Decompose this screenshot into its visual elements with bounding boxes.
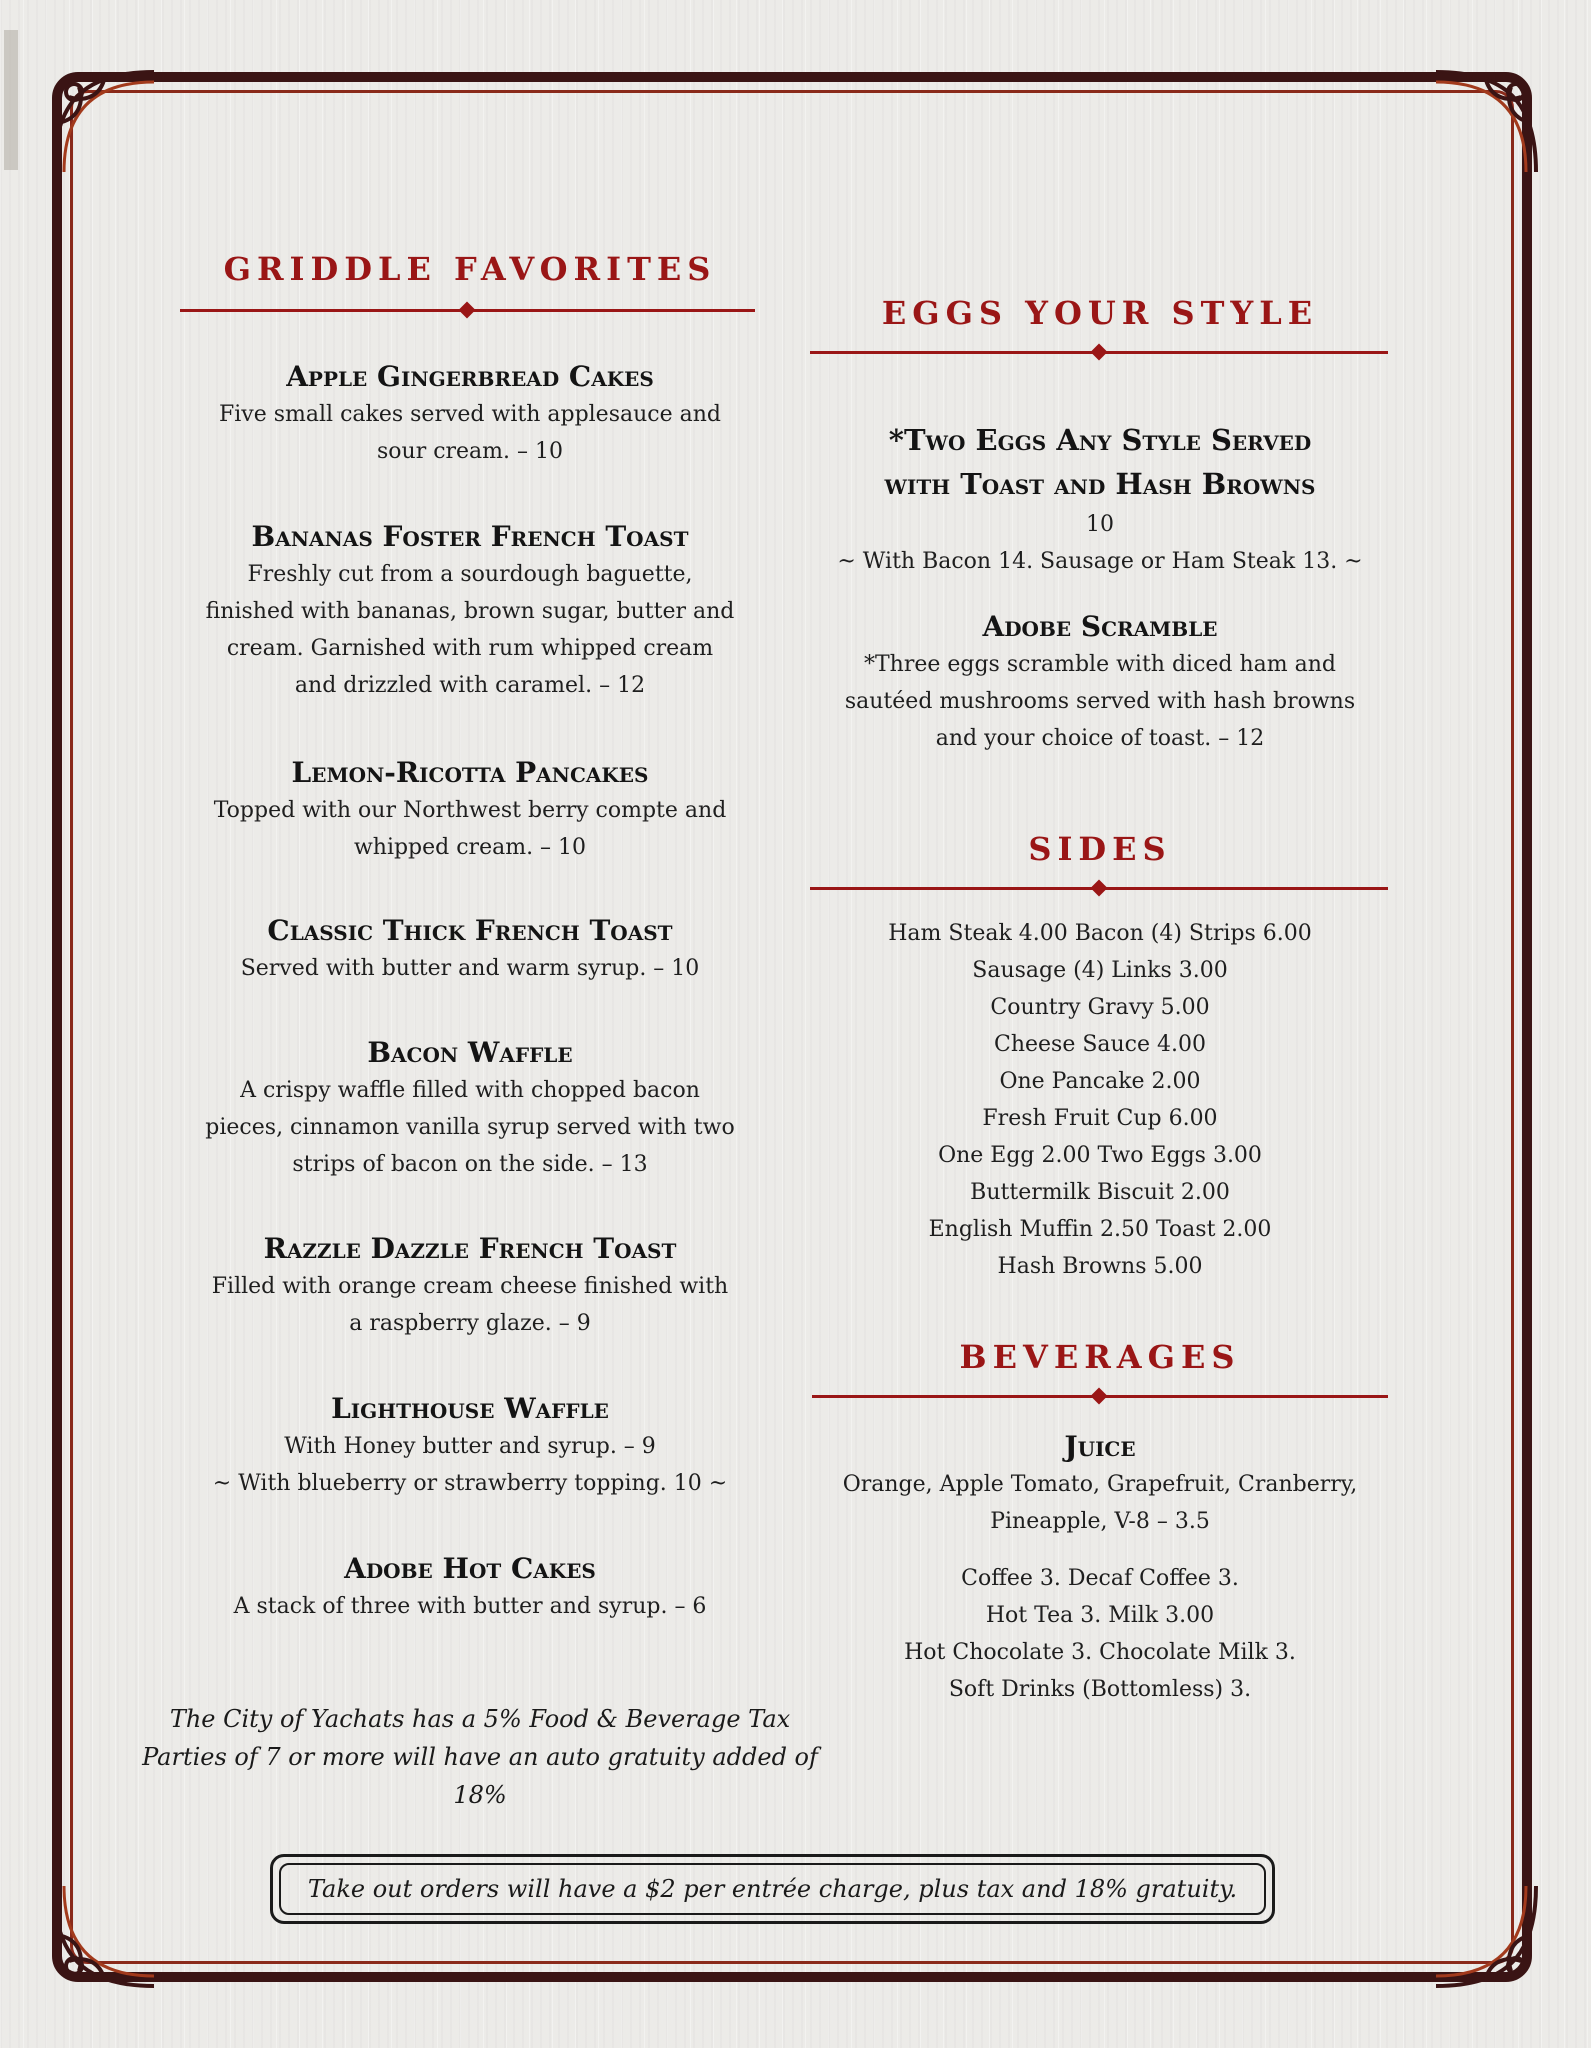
item-desc-line: a raspberry glaze. – 9	[349, 1311, 591, 1336]
item-desc-line: *Three eggs scramble with diced ham and	[863, 652, 1336, 677]
item-name: Adobe Hot Cakes	[344, 1552, 596, 1585]
menu-item	[180, 1550, 760, 1625]
item-name: Lemon-Ricotta Pancakes	[291, 756, 649, 789]
page-scuff	[4, 30, 18, 170]
item-desc-line: whipped cream. – 10	[353, 835, 587, 860]
menu-item	[180, 518, 760, 704]
item-desc-line: sautéed mushrooms served with hash browns	[844, 689, 1356, 714]
corner-ornament-bottom-left	[44, 1876, 164, 1996]
item-name: Lighthouse Waffle	[331, 1392, 609, 1425]
tax-notes	[120, 1700, 840, 1814]
sides-title: SIDES	[1028, 830, 1172, 868]
side-item: Cheese Sauce 4.00	[993, 1032, 1207, 1057]
item-desc-line: Pineapple, V-8 – 3.5	[990, 1509, 1210, 1534]
side-item: Hash Browns 5.00	[997, 1254, 1203, 1279]
item-desc-line: finished with bananas, brown sugar, butter and	[205, 599, 735, 624]
beverage-item: Soft Drinks (Bottomless) 3.	[948, 1677, 1252, 1702]
beverages-list	[810, 1560, 1390, 1708]
item-desc-line: ~ With blueberry or strawberry topping. 10 ~	[212, 1471, 728, 1496]
item-name: Adobe Scramble	[982, 610, 1218, 643]
side-item: Fresh Fruit Cup 6.00	[982, 1106, 1218, 1131]
item-desc-line: Orange, Apple Tomato, Grapefruit, Cranberry,	[842, 1472, 1358, 1497]
item-desc-line: Served with butter and warm syrup. – 10	[240, 956, 700, 981]
item-desc-line: A stack of three with butter and syrup. – 6	[233, 1594, 707, 1619]
griddle-favorites-title: GRIDDLE FAVORITES	[223, 250, 717, 288]
menu-item	[810, 418, 1390, 580]
gratuity-note: Parties of 7 or more will have an auto gratuity added of 18%	[142, 1743, 818, 1809]
item-desc-line: and drizzled with caramel. – 12	[294, 673, 646, 698]
takeout-notice: Take out orders will have a $2 per entrée charge, plus tax and 18% gratuity.	[279, 1863, 1266, 1915]
menu-item	[180, 358, 760, 470]
beverage-item: Hot Chocolate 3. Chocolate Milk 3.	[904, 1640, 1296, 1665]
side-item: One Pancake 2.00	[999, 1069, 1201, 1094]
side-item: Buttermilk Biscuit 2.00	[970, 1180, 1230, 1205]
menu-item	[810, 1428, 1390, 1540]
item-name: Bacon Waffle	[367, 1036, 573, 1069]
item-desc-line: Freshly cut from a sourdough baguette,	[247, 562, 693, 587]
beverages-title: BEVERAGES	[959, 1338, 1241, 1376]
menu-item	[180, 912, 760, 987]
menu-item	[180, 1390, 760, 1502]
tax-note: The City of Yachats has a 5% Food & Beverage Tax	[169, 1705, 791, 1733]
item-price: 10	[1086, 512, 1114, 537]
item-desc-line: Topped with our Northwest berry compte and	[213, 798, 727, 823]
item-desc-line: pieces, cinnamon vanilla syrup served with two	[205, 1115, 735, 1140]
beverage-item: Hot Tea 3. Milk 3.00	[985, 1603, 1215, 1628]
item-name: Juice	[1064, 1430, 1136, 1463]
side-item: Country Gravy 5.00	[990, 995, 1210, 1020]
corner-ornament-top-right	[1426, 62, 1546, 182]
item-name: Apple Gingerbread Cakes	[286, 360, 654, 393]
item-options: ~ With Bacon 14. Sausage or Ham Steak 13. ~	[837, 549, 1363, 574]
item-desc-line: sour cream. – 10	[376, 439, 564, 464]
menu-item	[810, 608, 1390, 757]
item-desc-line: cream. Garnished with rum whipped cream	[226, 636, 714, 661]
item-name: *Two Eggs Any Style Served	[888, 423, 1312, 457]
eggs-your-style-title: EGGS YOUR STYLE	[881, 294, 1319, 332]
side-item: Ham Steak 4.00 Bacon (4) Strips 6.00	[888, 921, 1312, 946]
side-item: Sausage (4) Links 3.00	[972, 958, 1228, 983]
item-desc-line: A crispy waffle filled with chopped bacon	[240, 1078, 700, 1103]
menu-item	[180, 1230, 760, 1342]
item-desc-line: strips of bacon on the side. – 13	[292, 1152, 648, 1177]
item-name: Classic Thick French Toast	[267, 914, 673, 947]
side-item: One Egg 2.00 Two Eggs 3.00	[938, 1143, 1262, 1168]
item-name: Bananas Foster French Toast	[251, 520, 689, 553]
corner-ornament-bottom-right	[1426, 1876, 1546, 1996]
menu-item	[180, 754, 760, 866]
sides-list	[810, 915, 1390, 1285]
takeout-notice-box	[270, 1854, 1275, 1924]
item-desc-line: With Honey butter and syrup. – 9	[284, 1434, 656, 1459]
item-desc-line: Five small cakes served with applesauce and	[219, 402, 721, 427]
item-desc-line: and your choice of toast. – 12	[935, 726, 1265, 751]
corner-ornament-top-left	[44, 62, 164, 182]
item-desc-line: Filled with orange cream cheese finished with	[211, 1274, 729, 1299]
item-name: with Toast and Hash Browns	[884, 467, 1316, 501]
menu-item	[180, 1034, 760, 1183]
item-name: Razzle Dazzle French Toast	[263, 1232, 677, 1265]
beverage-item: Coffee 3. Decaf Coffee 3.	[961, 1566, 1239, 1591]
side-item: English Muffin 2.50 Toast 2.00	[928, 1217, 1272, 1242]
